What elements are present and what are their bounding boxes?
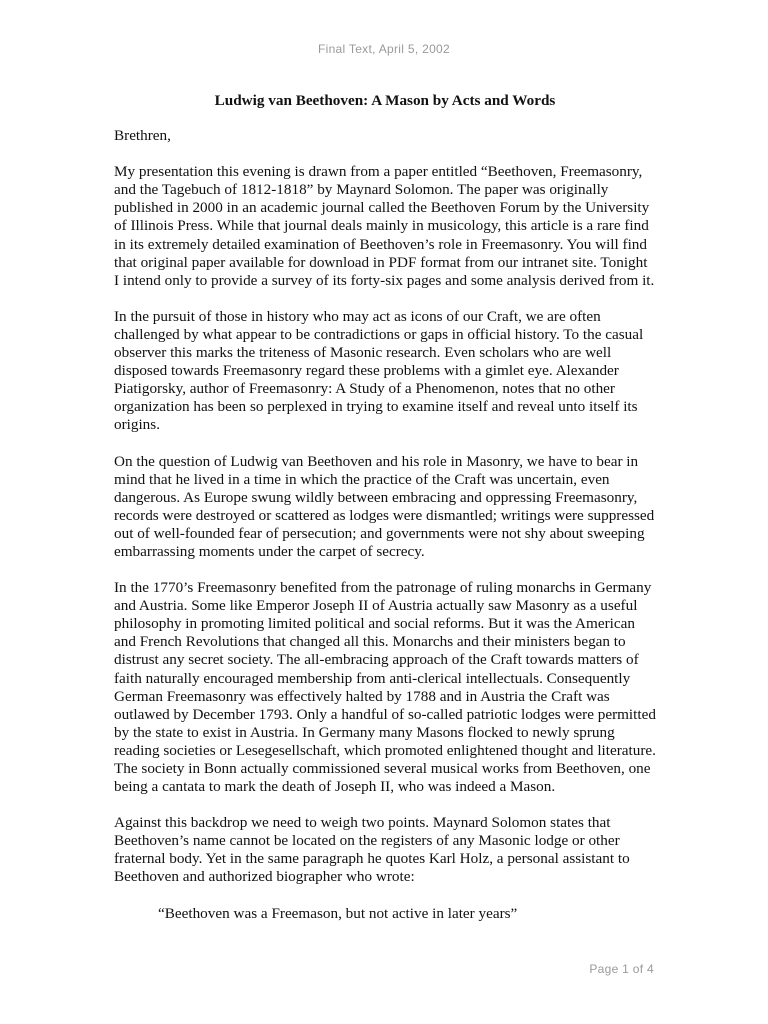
paragraph-line: faith naturally encouraged membership from anti-clerical intellectuals. Consequently (114, 669, 631, 687)
paragraph-line: of Illinois Press. While that journal deals mainly in musicology, this article is a rare find (114, 217, 649, 235)
salutation: Brethren, (114, 127, 171, 145)
paragraph-4 (114, 579, 662, 796)
paragraph-line: fraternal body. Yet in the same paragraph he quotes Karl Holz, a personal assistant to (114, 850, 630, 868)
paragraph-line: challenged by what appear to be contradictions or gaps in official history. To the casual (114, 325, 644, 343)
paragraph-line: I intend only to provide a survey of its forty-six pages and some analysis derived from it. (114, 271, 655, 289)
paragraph-line: and the Tagebuch of 1812-1818” by Maynard Solomon. The paper was originally (114, 181, 609, 199)
document-body (114, 92, 662, 923)
paragraph-line: and French Revolutions that changed all this. Monarchs and their ministers began to (114, 633, 626, 651)
paragraph-line: The society in Bonn actually commissioned several musical works from Beethoven, one (114, 760, 651, 777)
paragraph-line: In the pursuit of those in history who may act as icons of our Craft, we are often (114, 307, 601, 325)
paragraph-line: by the state to exist in Austria. In Germany many Masons flocked to newly sprung (114, 723, 615, 741)
page-number: Page 1 of 4 (589, 962, 654, 976)
paragraph-line: Against this backdrop we need to weigh two points. Maynard Solomon states that (114, 814, 611, 832)
paragraph-1 (114, 163, 662, 290)
paragraph-line: records were destroyed or scattered as lodges were dismantled; writings were suppressed (114, 506, 655, 524)
paragraph-2 (114, 308, 662, 435)
paragraph-line: Piatigorsky, author of Freemasonry: A Study of a Phenomenon, notes that no other (114, 380, 615, 398)
paragraph-line: On the question of Ludwig van Beethoven and his role in Masonry, we have to bear in (114, 452, 639, 470)
paragraph-line: reading societies or Lesegesellschaft, which promoted enlightened thought and literature. (114, 741, 656, 759)
paragraph-line: observer this marks the triteness of Masonic research. Even scholars who are well (114, 344, 612, 362)
paragraph-line: In the 1770’s Freemasonry benefited from the patronage of ruling monarchs in Germany (114, 579, 652, 597)
paragraph-line: distrust any secret society. The all-embracing approach of the Craft towards matters of (114, 651, 639, 669)
document-title: Ludwig van Beethoven: A Mason by Acts and Words (214, 92, 556, 109)
paragraph-line: embarrassing moments under the carpet of secrecy. (114, 542, 425, 560)
paragraph-line: origins. (114, 416, 160, 434)
paragraph-line: mind that he lived in a time in which the practice of the Craft was uncertain, even (114, 470, 610, 488)
paragraph-line: German Freemasonry was effectively halted by 1788 and in Austria the Craft was (114, 687, 610, 705)
paragraph-5 (114, 814, 662, 886)
paragraph-3 (114, 453, 662, 562)
paragraph-line: in its extremely detailed examination of Beethoven’s role in Freemasonry. You will find (114, 235, 647, 253)
paragraph-line: philosophy in promoting limited political and social reforms. But it was the American (114, 615, 635, 633)
paragraph-line: being a cantata to mark the death of Joseph II, who was indeed a Mason. (114, 778, 556, 796)
block-quote: “Beethoven was a Freemason, but not active in later years” (158, 904, 518, 922)
paragraph-line: outlawed by December 1793. Only a handful of so-called patriotic lodges were permitted (114, 705, 656, 723)
paragraph-line: Beethoven and authorized biographer who wrote: (114, 868, 415, 886)
paragraph-line: Beethoven’s name cannot be located on the registers of any Masonic lodge or other (114, 832, 620, 850)
paragraph-line: organization has been so perplexed in trying to examine itself and reveal unto itself its (114, 398, 638, 416)
paragraph-line: published in 2000 in an academic journal called the Beethoven Forum by the University (114, 199, 650, 217)
running-header: Final Text, April 5, 2002 (317, 42, 451, 56)
paragraph-line: dangerous. As Europe swung wildly between embracing and oppressing Freemasonry, (114, 488, 638, 506)
paragraph-line: My presentation this evening is drawn from a paper entitled “Beethoven, Freemasonry, (114, 163, 643, 181)
paragraph-line: disposed towards Freemasonry regard these problems with a gimlet eye. Alexander (114, 362, 619, 380)
paragraph-line: out of well-founded fear of persecution; and governments were not shy about sweeping (114, 524, 645, 542)
paragraph-line: and Austria. Some like Emperor Joseph II of Austria actually saw Masonry as a useful (114, 597, 638, 615)
paragraph-line: that original paper available for download in PDF format from our intranet site. Tonight (114, 253, 648, 271)
